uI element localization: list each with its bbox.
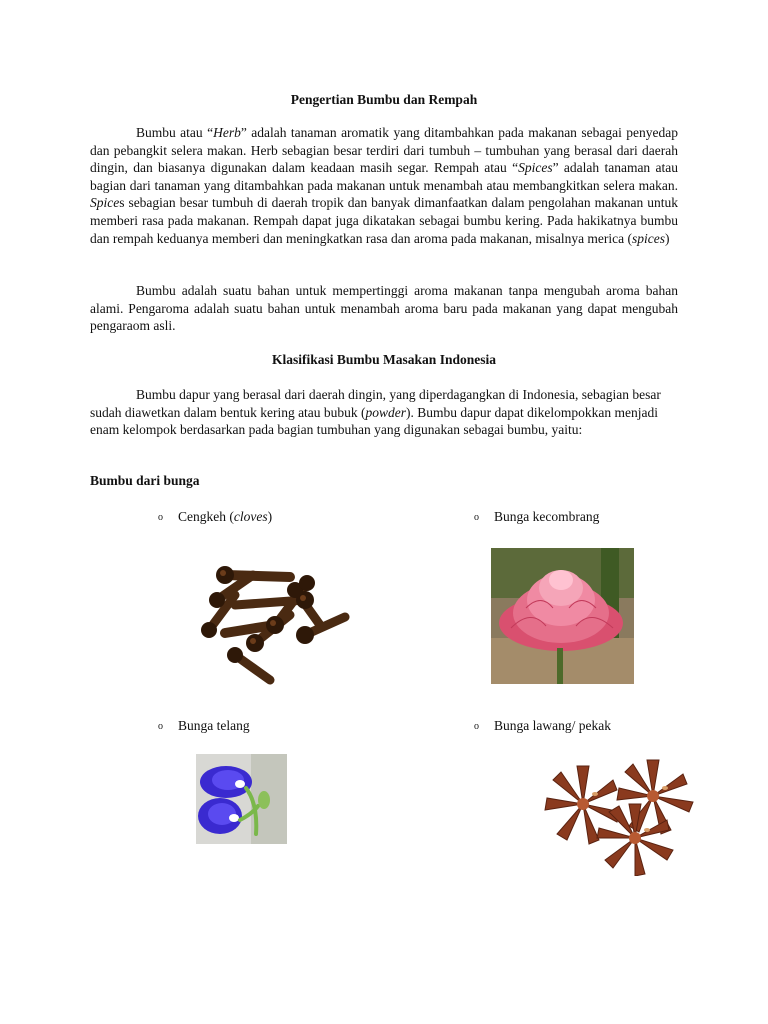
- italic-cloves: cloves: [233, 509, 268, 524]
- text: ” adalah tanaman atau bagian dari tanaman yang ditambahkan pada makanan untuk menambah atau membangkitkan selera makan.: [90, 160, 678, 193]
- bullet-icon: o: [158, 512, 163, 523]
- text: Bumbu dapur yang berasal dari daerah dingin, yang diperdagangkan di Indonesia, sebagian besar sudah diawetkan dalam bentuk kering atau bubuk (: [90, 387, 661, 420]
- bullet-icon: o: [474, 512, 479, 523]
- bullet-icon: o: [158, 721, 163, 732]
- list-item-lawang: [474, 718, 611, 734]
- text: ): [267, 509, 273, 524]
- text: Bunga lawang/ pekak: [494, 718, 611, 733]
- list-item-kecombrang: [474, 509, 599, 525]
- star-anise-image: [543, 754, 708, 876]
- kecombrang-image: [491, 548, 634, 684]
- italic-spices-2: spices: [632, 230, 666, 246]
- text: ” adalah tanaman aromatik yang ditambahkan pada makanan sebagai penyedap dan pebangkit selera makan. Herb sebagian besar terdiri dari tumbuh – tumbuhan yang berasal dari daerah dingin, dan biasanya digunakan dalam keadaan masih segar. Rempah atau “: [90, 125, 678, 176]
- text: Cengkeh (: [178, 509, 234, 524]
- paragraph-definition: [90, 124, 678, 247]
- italic-spices: Spices: [518, 160, 553, 176]
- page-title: Pengertian Bumbu dan Rempah: [290, 92, 478, 107]
- text: Bumbu adalah suatu bahan untuk mempertinggi aroma makanan tanpa mengubah aroma bahan alami. Pengaroma adalah suatu bahan untuk menambah aroma baru pada makanan yang dapat mengubah pengaraom asli.: [90, 283, 678, 334]
- italic-spice: Spice: [90, 195, 120, 211]
- bullet-icon: o: [474, 721, 479, 732]
- text: Bumbu atau “: [136, 125, 214, 140]
- list-item-telang: [158, 718, 250, 734]
- telang-image: [196, 754, 287, 844]
- subheading-bumbu-dari-bunga: Bumbu dari bunga: [90, 473, 200, 488]
- text: s sebagian besar tumbuh di daerah tropik dan banyak dimanfaatkan dalam pengolahan makanan untuk memberi rasa pada makanan. Rempah dapat juga dikatakan sebagai bumbu kering. Pada hakikatnya bumbu dan rempah keduanya memberi dan meningkatkan rasa dan aroma pada makanan, misalnya merica (: [90, 195, 678, 246]
- text: ): [665, 230, 670, 246]
- italic-powder: powder: [365, 404, 407, 420]
- text: ). Bumbu dapur dapat dikelompokkan menjadi enam kelompok berdasarkan pada bagian tumbuhan yang digunakan sebagai bumbu, yaitu:: [90, 404, 658, 438]
- cloves-image: [195, 555, 363, 687]
- italic-herb: Herb: [213, 125, 241, 140]
- list-item-cengkeh: [158, 509, 272, 525]
- text: Bunga telang: [178, 718, 250, 733]
- paragraph-klasifikasi: [90, 386, 678, 439]
- section-heading-klasifikasi: Klasifikasi Bumbu Masakan Indonesia: [272, 352, 496, 367]
- text: Bunga kecombrang: [494, 509, 600, 524]
- paragraph-bumbu: [90, 282, 678, 335]
